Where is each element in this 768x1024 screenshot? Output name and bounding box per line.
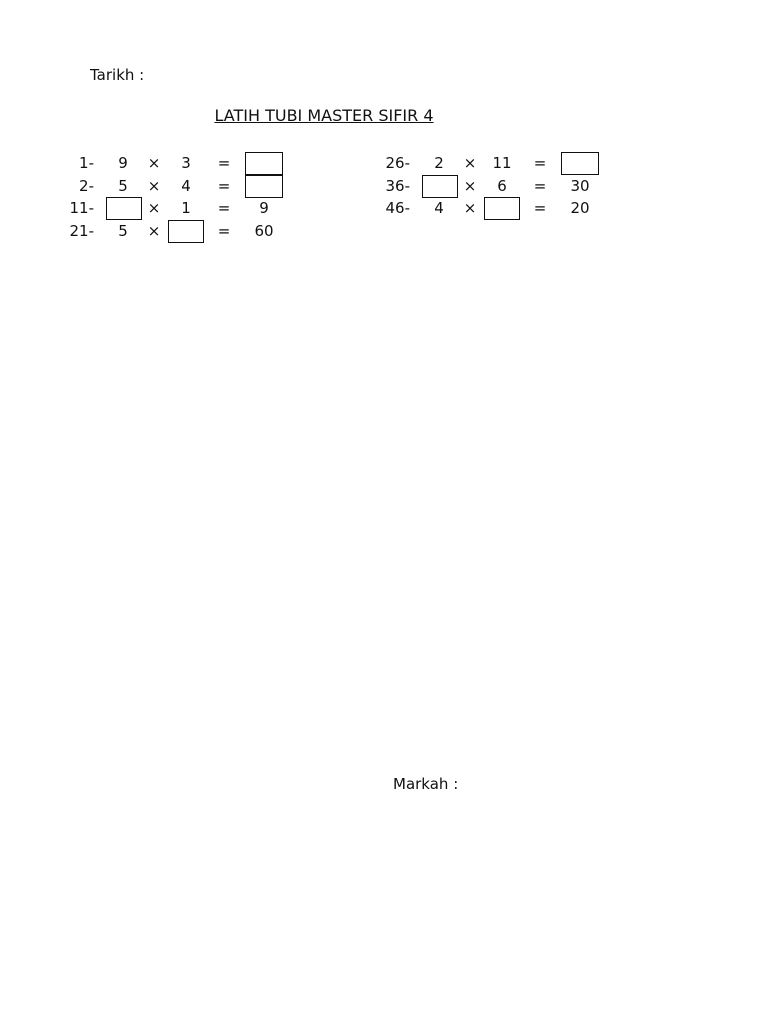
- multiplicand: 5: [118, 176, 128, 195]
- answer-box[interactable]: [106, 197, 142, 220]
- answer-box[interactable]: [422, 175, 458, 198]
- question-number: 21-: [69, 222, 94, 241]
- question-number: 1-: [79, 154, 94, 172]
- times-sign: ×: [147, 176, 161, 195]
- worksheet-title: LATIH TUBI MASTER SIFIR 4: [214, 106, 434, 125]
- question-number: 36-: [385, 176, 410, 195]
- answer-box[interactable]: [245, 175, 283, 198]
- question-number: 11-: [69, 199, 94, 218]
- multiplicand: 4: [434, 199, 444, 218]
- question-row: [378, 175, 628, 198]
- multiplicand: 2: [434, 154, 444, 172]
- product: 60: [254, 222, 274, 241]
- question-row: [378, 197, 628, 220]
- multiplier: 3: [181, 154, 191, 172]
- multiplier: 11: [492, 154, 512, 172]
- answer-box[interactable]: [484, 197, 520, 220]
- times-sign: ×: [147, 199, 161, 218]
- equals-sign: =: [217, 222, 231, 241]
- question-number: 2-: [79, 176, 94, 195]
- answer-box[interactable]: [561, 152, 599, 175]
- equals-sign: =: [217, 199, 231, 218]
- times-sign: ×: [147, 154, 161, 172]
- question-number: 46-: [385, 199, 410, 218]
- multiplier: 1: [181, 199, 191, 218]
- question-row: [62, 175, 312, 198]
- product: 30: [570, 176, 590, 195]
- times-sign: ×: [463, 199, 477, 218]
- date-label: Tarikh :: [90, 66, 145, 84]
- equals-sign: =: [533, 199, 547, 218]
- equals-sign: =: [533, 176, 547, 195]
- product: 20: [570, 199, 590, 218]
- multiplicand: 5: [118, 222, 128, 241]
- times-sign: ×: [147, 222, 161, 241]
- question-row: [378, 152, 628, 175]
- times-sign: ×: [463, 154, 477, 172]
- question-number: 26-: [385, 154, 410, 172]
- equals-sign: =: [533, 154, 547, 172]
- multiplier: 4: [181, 176, 191, 195]
- product: 9: [259, 199, 269, 218]
- answer-box[interactable]: [168, 220, 204, 243]
- answer-box[interactable]: [245, 152, 283, 175]
- question-row: [62, 220, 312, 243]
- question-row: [62, 152, 312, 175]
- multiplicand: 9: [118, 154, 128, 172]
- times-sign: ×: [463, 176, 477, 195]
- question-row: [62, 197, 312, 220]
- marks-label: Markah :: [393, 775, 459, 793]
- equals-sign: =: [217, 154, 231, 172]
- equals-sign: =: [217, 176, 231, 195]
- multiplier: 6: [497, 176, 507, 195]
